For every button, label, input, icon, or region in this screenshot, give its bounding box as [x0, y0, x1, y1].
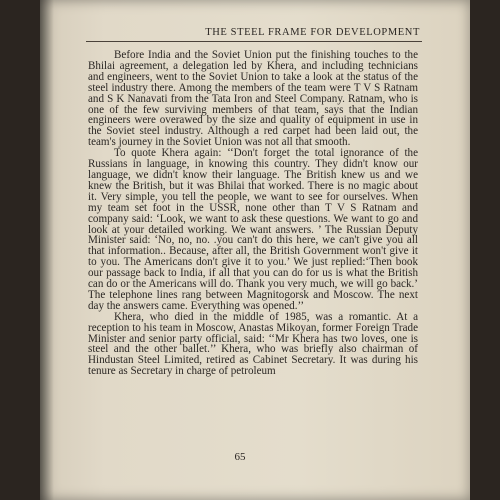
running-head: THE STEEL FRAME FOR DEVELOPMENT [205, 27, 420, 38]
book-gutter-shadow [40, 0, 54, 500]
page-number: 65 [234, 451, 246, 463]
paragraph-3: Khera, who died in the middle of 1985, was a romantic. At a reception to his team in Moscow, Anastas Mikoyan, former Foreign Trade Minister and senior party official, said: ‘‘Mr Khera has two loves, one is steel and the other ballet.’’ Khera, who was briefly also chairman of Hindustan Steel Limited, retired as Cabinet Secretary. It was during his tenure as Secretary in charge of petroleum [88, 310, 418, 378]
header-rule [86, 41, 422, 42]
paragraph-1: Before India and the Soviet Union put the finishing touches to the Bhilai agreement, a delegation led by Khera, and including technicians and engineers, went to the Soviet Union to take a look at the status of the steel industry there. Among the members of the team were T V S Ratnam and S K Nanavati from the Tata Iron and Steel Company. Ratnam, who is one of the few surviving members of that team, says that the Indian engineers were overawed by the size and quality of equipment in use in the Soviet steel industry. Although a red carpet had been laid out, the team's journey in the Soviet Union was not all that smooth. [88, 49, 418, 149]
paragraph-2: To quote Khera again: ‘‘Don't forget the total ignorance of the Russians in language, in knowing this country. They didn't know our language, we didn't know their language. The British knew us and we knew the British, but it was Bhilai that worked. There is no magic about it. Very simple, you tell the people, we want to see for ourselves. When my team set foot in the USSR, none other than T V S Ratnam and company said: ‘Look, we want to ask these questions. We want to go and look at your detailed working. We want answers. ’ The Russian Deputy Minister said: ‘No, no, no. .you can't do this here, we can't give you all that information.. Because, after all, the British Government won't give it to you. The Americans don't give it to you.’ We just replied:‘Then book our passage back to India, if all that you can do for us is what the British can do or the Americans will do. Thank you very much, we will go back.’ The telephone lines rang between Magnitogorsk and Moscow. The next day the answers came. Everything was opened.’’ [88, 147, 418, 312]
body-text [88, 50, 418, 377]
